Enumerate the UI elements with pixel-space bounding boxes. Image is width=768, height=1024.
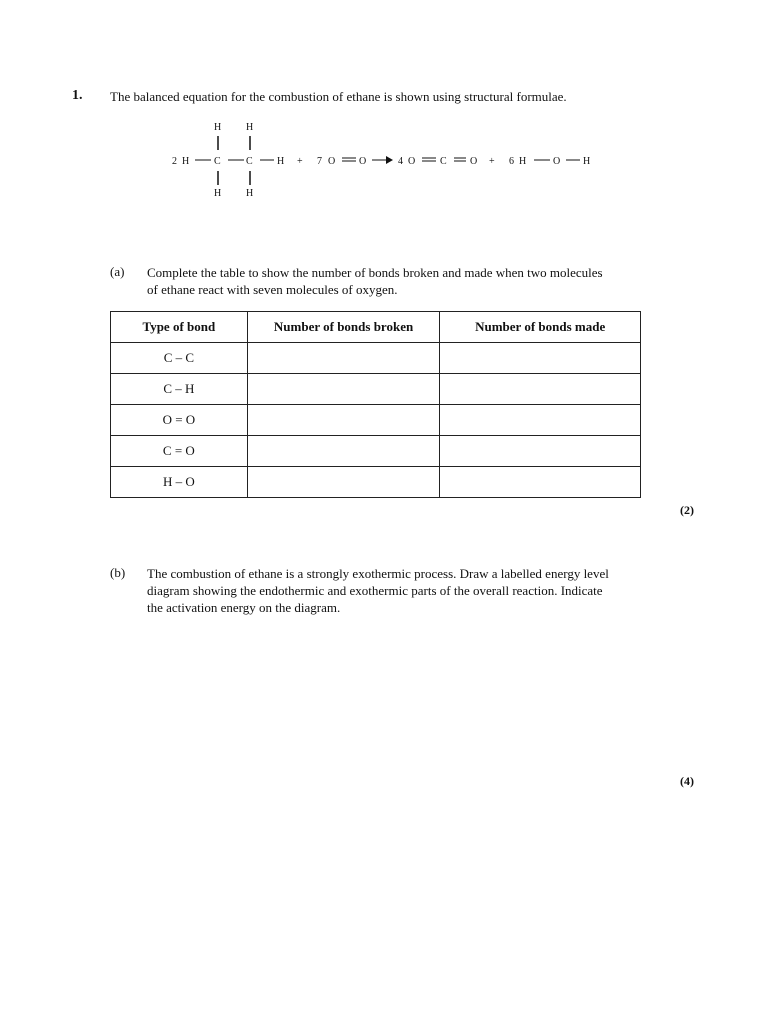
eq-plus-1: + bbox=[297, 156, 303, 167]
part-b-text-line-3: the activation energy on the diagram. bbox=[147, 600, 341, 615]
bonds-broken-cell[interactable] bbox=[247, 467, 440, 498]
eq-o2-left: O bbox=[328, 156, 336, 167]
eq-plus-2: + bbox=[489, 156, 495, 167]
part-a-text-line-2: of ethane react with seven molecules of oxygen. bbox=[147, 282, 398, 297]
eq-h-right: H bbox=[277, 156, 285, 167]
header-bonds-made: Number of bonds made bbox=[440, 312, 641, 343]
bonds-made-cell[interactable] bbox=[440, 374, 641, 405]
part-b-text-line-1: The combustion of ethane is a strongly exothermic process. Draw a labelled energy level bbox=[147, 566, 609, 581]
part-a-text bbox=[147, 264, 603, 298]
bonds-made-cell[interactable] bbox=[440, 436, 641, 467]
eq-co2-c: C bbox=[440, 156, 447, 167]
eq-oxygen-coefficient: 7 bbox=[317, 156, 322, 167]
structural-equation bbox=[160, 118, 600, 204]
bond-type-cell: C – H bbox=[111, 374, 248, 405]
table-header-row bbox=[111, 312, 641, 343]
eq-water-h-left: H bbox=[519, 156, 527, 167]
eq-o2-right: O bbox=[359, 156, 367, 167]
table-row bbox=[111, 467, 641, 498]
eq-h-bottom-1: H bbox=[214, 188, 222, 199]
part-a-marks: (2) bbox=[680, 503, 694, 517]
bonds-made-cell[interactable] bbox=[440, 467, 641, 498]
bonds-broken-cell[interactable] bbox=[247, 405, 440, 436]
table-row bbox=[111, 343, 641, 374]
table-row bbox=[111, 405, 641, 436]
eq-h-left: H bbox=[182, 156, 190, 167]
eq-ethane-coefficient: 2 bbox=[172, 156, 177, 167]
part-a-label: (a) bbox=[110, 264, 125, 279]
eq-water-h-right: H bbox=[583, 156, 591, 167]
table-row bbox=[111, 436, 641, 467]
eq-co2-o-right: O bbox=[470, 156, 478, 167]
bonds-table bbox=[110, 311, 641, 498]
eq-arrow-head bbox=[386, 156, 393, 164]
eq-c-1: C bbox=[214, 156, 221, 167]
bonds-broken-cell[interactable] bbox=[247, 343, 440, 374]
question-number: 1. bbox=[72, 88, 83, 103]
bond-type-cell: C = O bbox=[111, 436, 248, 467]
eq-c-2: C bbox=[246, 156, 253, 167]
header-type-of-bond: Type of bond bbox=[111, 312, 248, 343]
bonds-broken-cell[interactable] bbox=[247, 436, 440, 467]
bonds-broken-cell[interactable] bbox=[247, 374, 440, 405]
eq-h-bottom-2: H bbox=[246, 188, 254, 199]
eq-co2-coefficient: 4 bbox=[398, 156, 403, 167]
part-b-label: (b) bbox=[110, 565, 126, 580]
eq-water-o: O bbox=[553, 156, 561, 167]
table-row bbox=[111, 374, 641, 405]
bonds-made-cell[interactable] bbox=[440, 343, 641, 374]
part-b-text-line-2: diagram showing the endothermic and exothermic parts of the overall reaction. Indicate bbox=[147, 583, 603, 598]
eq-water-coefficient: 6 bbox=[509, 156, 514, 167]
question-intro: The balanced equation for the combustion of ethane is shown using structural formulae. bbox=[110, 89, 567, 104]
bond-type-cell: C – C bbox=[111, 343, 248, 374]
bond-type-cell: O = O bbox=[111, 405, 248, 436]
diagram-answer-space[interactable] bbox=[147, 625, 687, 765]
header-bonds-broken: Number of bonds broken bbox=[247, 312, 440, 343]
eq-h-top-1: H bbox=[214, 122, 222, 133]
bond-type-cell: H – O bbox=[111, 467, 248, 498]
eq-h-top-2: H bbox=[246, 122, 254, 133]
part-b-marks: (4) bbox=[680, 774, 694, 788]
bonds-made-cell[interactable] bbox=[440, 405, 641, 436]
part-a-text-line-1: Complete the table to show the number of bonds broken and made when two molecules bbox=[147, 265, 603, 280]
part-b-text bbox=[147, 565, 609, 616]
eq-co2-o-left: O bbox=[408, 156, 416, 167]
